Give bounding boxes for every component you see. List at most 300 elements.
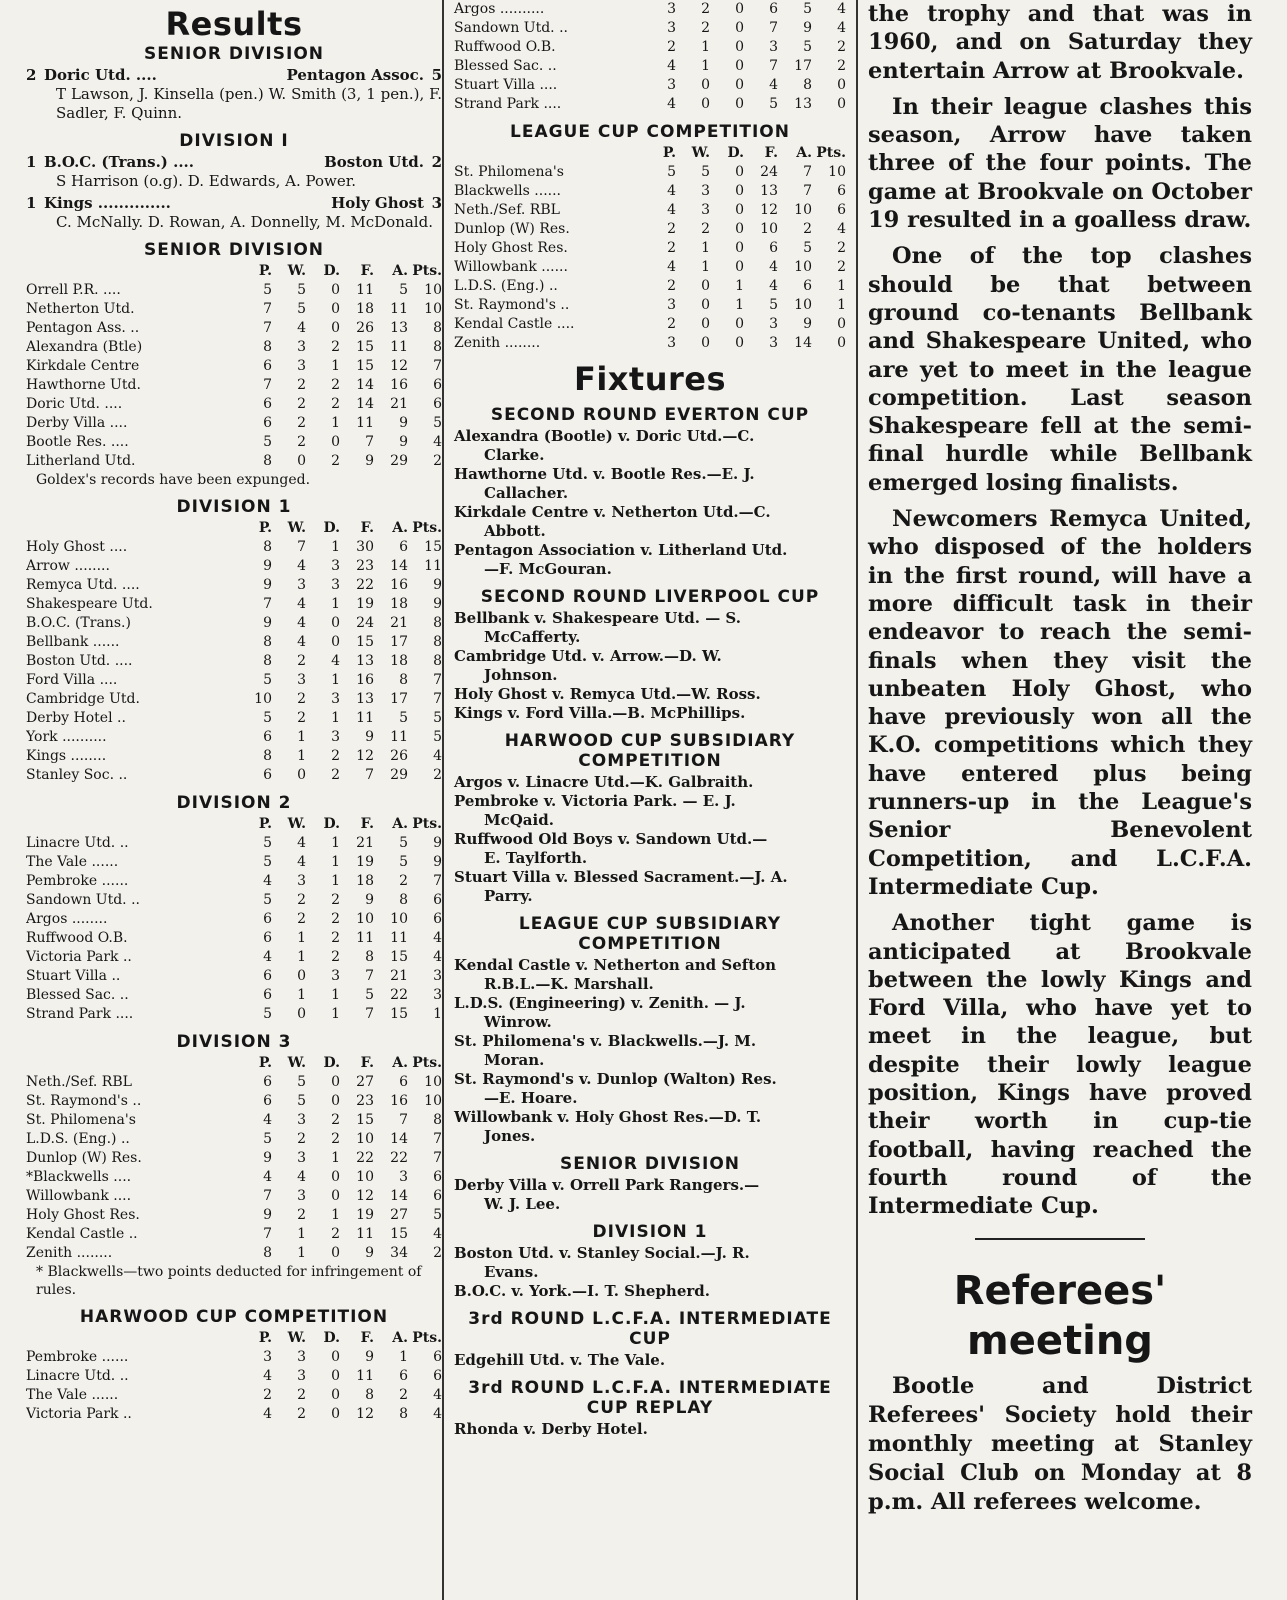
fixture-item <box>454 956 846 994</box>
section-divider <box>975 1238 1145 1240</box>
stat-cell: 2 <box>297 377 306 393</box>
table-row <box>26 1130 442 1149</box>
stat-cell: 5 <box>263 1006 272 1022</box>
fixture-item <box>454 609 846 647</box>
team-name: Sandown Utd. .. <box>26 892 140 908</box>
team-name: Holy Ghost Res. <box>454 240 568 256</box>
column-header: A. <box>392 1055 408 1071</box>
article-body <box>868 0 1252 1220</box>
stat-cell: 8 <box>263 748 272 764</box>
away-score: 3 <box>431 194 442 212</box>
stat-cell: 19 <box>356 1207 374 1223</box>
fixture-match: Derby Villa v. Orrell Park Rangers.— <box>454 1176 760 1194</box>
stat-cell: 9 <box>803 20 812 36</box>
fixture-match: Pentagon Association v. Litherland Utd. <box>454 541 788 559</box>
stat-cell: 4 <box>297 596 306 612</box>
stat-cell: 9 <box>263 1150 272 1166</box>
stat-cell: 2 <box>297 653 306 669</box>
team-name: Ford Villa .... <box>26 672 118 688</box>
fixture-item <box>454 1070 846 1108</box>
table-row <box>26 690 442 709</box>
team-name: Linacre Utd. .. <box>26 1368 129 1384</box>
stat-cell: 14 <box>390 1188 408 1204</box>
stat-cell: 8 <box>399 892 408 908</box>
stat-cell: 6 <box>263 729 272 745</box>
column-header: Pts. <box>816 145 846 161</box>
stat-cell: 2 <box>331 911 340 927</box>
stat-cell: 24 <box>356 615 374 631</box>
fixtures-column <box>442 0 858 1600</box>
stat-cell: 5 <box>297 282 306 298</box>
stat-cell: 3 <box>297 1368 306 1384</box>
stat-cell: 7 <box>263 596 272 612</box>
table-row <box>26 395 442 414</box>
stat-cell: 2 <box>667 221 676 237</box>
stat-cell: 5 <box>297 301 306 317</box>
team-name: Strand Park .... <box>26 1006 134 1022</box>
table-row <box>26 1386 442 1405</box>
stat-cell: 2 <box>297 691 306 707</box>
fixture-match: Rhonda v. Derby Hotel. <box>454 1420 648 1438</box>
stat-cell: 3 <box>667 1 676 17</box>
stat-cell: 9 <box>365 1245 374 1261</box>
column-header: Pts. <box>412 520 442 536</box>
column-header: W. <box>287 816 306 832</box>
stat-cell: 3 <box>399 1169 408 1185</box>
stat-cell: 4 <box>667 183 676 199</box>
stat-cell: 2 <box>837 240 846 256</box>
stat-cell: 9 <box>803 316 812 332</box>
team-name: Zenith ........ <box>26 1245 113 1261</box>
table-row <box>26 853 442 872</box>
stat-cell: 0 <box>735 240 744 256</box>
column-header: P. <box>258 263 272 279</box>
table-row <box>26 948 442 967</box>
fixture-group-title: DIVISION 1 <box>592 1222 708 1242</box>
result-teams <box>44 194 424 213</box>
team-name: Cambridge Utd. <box>26 691 140 707</box>
team-name: Stuart Villa .. <box>26 968 121 984</box>
fixture-match: St. Raymond's v. Dunlop (Walton) Res. <box>454 1070 777 1088</box>
stat-cell: 10 <box>356 1169 374 1185</box>
stat-cell: 3 <box>297 577 306 593</box>
stat-cell: 0 <box>297 767 306 783</box>
table-row <box>26 595 442 614</box>
stat-cell: 1 <box>331 672 340 688</box>
column-header: W. <box>287 1055 306 1071</box>
stat-cell: 11 <box>356 1226 374 1242</box>
stat-cell: 5 <box>399 835 408 851</box>
stat-cell: 11 <box>356 930 374 946</box>
stat-cell: 6 <box>399 539 408 555</box>
stat-cell: 15 <box>424 539 442 555</box>
stat-cell: 18 <box>390 653 408 669</box>
stat-cell: 6 <box>263 358 272 374</box>
stat-cell: 5 <box>263 1131 272 1147</box>
article-column <box>858 0 1260 1600</box>
column-header: A. <box>392 1330 408 1346</box>
fixture-groups <box>454 405 846 1439</box>
stat-cell: 14 <box>390 1131 408 1147</box>
table-row <box>26 281 442 300</box>
stat-cell: 9 <box>365 892 374 908</box>
stat-cell: 0 <box>837 77 846 93</box>
column-header: A. <box>392 263 408 279</box>
fixture-match: Alexandra (Bootle) v. Doric Utd.—C. <box>454 427 755 445</box>
stat-cell: 3 <box>331 577 340 593</box>
stat-cell: 14 <box>356 396 374 412</box>
stat-cell: 1 <box>297 748 306 764</box>
table-row <box>26 1225 442 1244</box>
team-name: Argos ........ <box>26 911 108 927</box>
stat-cell: 34 <box>390 1245 408 1261</box>
stat-cell: 5 <box>701 164 710 180</box>
table-row <box>26 652 442 671</box>
stat-cell: 3 <box>769 335 778 351</box>
stat-cell: 2 <box>837 259 846 275</box>
stat-cell: 4 <box>667 58 676 74</box>
team-name: Blessed Sac. .. <box>454 58 557 74</box>
home-team: B.O.C. (Trans.) .... <box>44 153 194 171</box>
stat-cell: 5 <box>769 96 778 112</box>
stat-cell: 1 <box>331 1207 340 1223</box>
stat-cell: 8 <box>433 615 442 631</box>
stat-cell: 10 <box>828 164 846 180</box>
stat-cell: 21 <box>356 835 374 851</box>
fixture-match: Stuart Villa v. Blessed Sacrament.—J. A. <box>454 868 788 886</box>
stat-cell: 8 <box>365 949 374 965</box>
stat-cell: 15 <box>390 1006 408 1022</box>
stat-cell: 7 <box>297 539 306 555</box>
stat-cell: 23 <box>356 1093 374 1109</box>
result-line <box>26 153 442 172</box>
fixture-group-title: 3rd ROUND L.C.F.A. INTERMEDIATE CUP REPLAY <box>468 1378 832 1418</box>
team-name: Neth./Sef. RBL <box>26 1074 132 1090</box>
column-header: A. <box>796 145 812 161</box>
stat-cell: 2 <box>433 767 442 783</box>
table-row <box>26 709 442 728</box>
team-name: Netherton Utd. <box>26 301 135 317</box>
stat-cell: 6 <box>433 892 442 908</box>
stat-cell: 7 <box>263 377 272 393</box>
stat-cell: 4 <box>263 949 272 965</box>
team-name: Holy Ghost .... <box>26 539 128 555</box>
stat-cell: 1 <box>433 1006 442 1022</box>
fixture-match: Kendal Castle v. Netherton and Sefton <box>454 956 777 974</box>
column-header: Pts. <box>412 816 442 832</box>
team-name: Kendal Castle .. <box>26 1226 138 1242</box>
team-name: Bootle Res. .... <box>26 434 129 450</box>
stat-cell: 2 <box>297 710 306 726</box>
home-team: Kings .............. <box>44 194 171 212</box>
stat-cell: 0 <box>701 316 710 332</box>
stat-cell: 5 <box>433 1207 442 1223</box>
stat-cell: 6 <box>433 1349 442 1365</box>
stat-cell: 4 <box>769 278 778 294</box>
result-teams <box>44 66 424 85</box>
stat-cell: 18 <box>356 873 374 889</box>
stat-cell: 29 <box>390 453 408 469</box>
stat-cell: 0 <box>735 221 744 237</box>
fixture-match: L.D.S. (Engineering) v. Zenith. — J. <box>454 994 746 1012</box>
column-header: Pts. <box>412 263 442 279</box>
stat-cell: 22 <box>390 987 408 1003</box>
stat-cell: 13 <box>760 183 778 199</box>
stat-cell: 0 <box>735 96 744 112</box>
stat-cell: 6 <box>263 767 272 783</box>
stat-cell: 17 <box>794 58 812 74</box>
stat-cell: 4 <box>433 1226 442 1242</box>
stat-cell: 2 <box>297 1387 306 1403</box>
fixture-match: Argos v. Linacre Utd.—K. Galbraith. <box>454 773 754 791</box>
stat-cell: 7 <box>433 1150 442 1166</box>
stat-cell: 5 <box>297 1093 306 1109</box>
league-cup-table <box>454 144 846 353</box>
team-name: Litherland Utd. <box>26 453 136 469</box>
column-header: P. <box>662 145 676 161</box>
team-name: Linacre Utd. .. <box>26 835 129 851</box>
stat-cell: 0 <box>331 1406 340 1422</box>
article-paragraph: Newcomers Remyca United, who disposed of the holders in the first round, will have a more difficult task in their endeavor to reach the semi-finals when they visit the unbeaten Holy Ghost, who have previously won all the K.O. competitions which they have entered plus being runners-up in the League's Senior Benevolent Competition, and L.C.F.A. Intermediate Cup. <box>868 506 1252 900</box>
fixture-match: Hawthorne Utd. v. Bootle Res.—E. J. <box>454 465 755 483</box>
stat-cell: 3 <box>331 691 340 707</box>
stat-cell: 9 <box>399 415 408 431</box>
fixture-referee: Abbott. <box>484 522 546 540</box>
team-name: L.D.S. (Eng.) .. <box>26 1131 130 1147</box>
stat-cell: 11 <box>356 710 374 726</box>
table-row <box>454 163 846 182</box>
column-header: W. <box>691 145 710 161</box>
stat-cell: 7 <box>263 1188 272 1204</box>
stat-cell: 15 <box>356 358 374 374</box>
team-name: Alexandra (Btle) <box>26 339 143 355</box>
stat-cell: 6 <box>263 396 272 412</box>
article-paragraph: In their league clashes this season, Arrow have taken three of the four points. The game at Brookvale on October 19 resulted in a goalless draw. <box>868 93 1252 234</box>
division-3-table <box>26 1054 442 1263</box>
home-score: 1 <box>26 194 37 212</box>
stat-cell: 7 <box>769 58 778 74</box>
team-name: Kendal Castle .... <box>454 316 575 332</box>
table-header-row <box>26 1329 442 1348</box>
column-header: W. <box>287 520 306 536</box>
stat-cell: 3 <box>701 183 710 199</box>
stat-cell: 0 <box>735 259 744 275</box>
column-header: D. <box>323 1330 340 1346</box>
stat-cell: 5 <box>263 282 272 298</box>
team-name: Argos .......... <box>454 1 545 17</box>
stat-cell: 8 <box>433 634 442 650</box>
fixture-match: Ruffwood Old Boys v. Sandown Utd.— <box>454 830 768 848</box>
stat-cell: 5 <box>297 1074 306 1090</box>
stat-cell: 3 <box>433 987 442 1003</box>
fixture-item <box>454 1351 846 1370</box>
referees-headline-line2: meeting <box>967 1318 1153 1365</box>
stat-cell: 7 <box>365 1006 374 1022</box>
table-row <box>454 95 846 114</box>
stat-cell: 3 <box>297 339 306 355</box>
stat-cell: 15 <box>356 1112 374 1128</box>
table-row <box>454 38 846 57</box>
stat-cell: 2 <box>701 221 710 237</box>
away-team: Boston Utd. <box>324 153 424 171</box>
table-row <box>26 1111 442 1130</box>
stat-cell: 19 <box>356 854 374 870</box>
team-column-header <box>26 519 238 538</box>
table-row <box>26 1168 442 1187</box>
column-header: A. <box>392 520 408 536</box>
fixture-referee: W. J. Lee. <box>484 1195 561 1213</box>
fixture-item <box>454 1176 846 1214</box>
table-row <box>454 57 846 76</box>
stat-cell: 10 <box>760 221 778 237</box>
table-row <box>26 986 442 1005</box>
fixture-item <box>454 1108 846 1146</box>
division-2-table <box>26 815 442 1024</box>
team-name: Sandown Utd. .. <box>454 20 568 36</box>
stat-cell: 9 <box>365 729 374 745</box>
stat-cell: 21 <box>390 968 408 984</box>
stat-cell: 2 <box>399 873 408 889</box>
stat-cell: 9 <box>399 434 408 450</box>
fixture-referee: Johnson. <box>484 666 558 684</box>
team-name: Blackwells ...... <box>454 183 561 199</box>
stat-cell: 7 <box>433 1131 442 1147</box>
fixture-item <box>454 868 846 906</box>
column-header: P. <box>258 1055 272 1071</box>
stat-cell: 7 <box>365 968 374 984</box>
stat-cell: 0 <box>701 335 710 351</box>
table-row <box>26 576 442 595</box>
table-row <box>454 277 846 296</box>
stat-cell: 3 <box>331 729 340 745</box>
stat-cell: 2 <box>331 377 340 393</box>
fixture-item <box>454 685 846 704</box>
fixture-match: Pembroke v. Victoria Park. — E. J. <box>454 792 736 810</box>
stat-cell: 30 <box>356 539 374 555</box>
team-name: York .......... <box>26 729 107 745</box>
fixture-referee: Moran. <box>484 1051 545 1069</box>
stat-cell: 2 <box>297 1207 306 1223</box>
stat-cell: 9 <box>365 453 374 469</box>
stat-cell: 0 <box>837 96 846 112</box>
team-name: Ruffwood O.B. <box>26 930 128 946</box>
stat-cell: 9 <box>263 558 272 574</box>
stat-cell: 8 <box>399 672 408 688</box>
stat-cell: 15 <box>356 634 374 650</box>
stat-cell: 27 <box>356 1074 374 1090</box>
stat-cell: 5 <box>433 729 442 745</box>
team-name: Kirkdale Centre <box>26 358 140 374</box>
stat-cell: 7 <box>433 358 442 374</box>
stat-cell: 8 <box>433 1112 442 1128</box>
table-row <box>26 891 442 910</box>
stat-cell: 7 <box>263 1226 272 1242</box>
stat-cell: 6 <box>433 911 442 927</box>
stat-cell: 13 <box>356 653 374 669</box>
stat-cell: 0 <box>837 335 846 351</box>
stat-cell: 6 <box>433 1169 442 1185</box>
stat-cell: 0 <box>297 968 306 984</box>
stat-cell: 1 <box>331 415 340 431</box>
stat-cell: 16 <box>356 672 374 688</box>
results-heading: Results <box>165 5 303 43</box>
stat-cell: 5 <box>803 240 812 256</box>
stat-cell: 23 <box>356 558 374 574</box>
table-row <box>454 315 846 334</box>
stat-cell: 2 <box>667 278 676 294</box>
stat-cell: 4 <box>837 1 846 17</box>
stat-cell: 0 <box>735 316 744 332</box>
stat-cell: 0 <box>331 1245 340 1261</box>
table-header-row <box>26 262 442 281</box>
table-row <box>26 538 442 557</box>
senior-results <box>26 66 442 123</box>
stat-cell: 12 <box>390 358 408 374</box>
column-header: F. <box>764 145 778 161</box>
harwood-cup-table <box>26 1329 442 1424</box>
fixture-referee: McQaid. <box>484 811 554 829</box>
stat-cell: 3 <box>297 873 306 889</box>
stat-cell: 2 <box>433 453 442 469</box>
stat-cell: 9 <box>263 577 272 593</box>
stat-cell: 0 <box>297 1006 306 1022</box>
stat-cell: 4 <box>263 1406 272 1422</box>
team-name: Pembroke ...... <box>26 1349 129 1365</box>
stat-cell: 21 <box>390 615 408 631</box>
stat-cell: 5 <box>263 434 272 450</box>
stat-cell: 29 <box>390 767 408 783</box>
stat-cell: 0 <box>735 164 744 180</box>
stat-cell: 6 <box>263 987 272 1003</box>
stat-cell: 10 <box>424 282 442 298</box>
fixture-item <box>454 1244 846 1282</box>
stat-cell: 7 <box>433 691 442 707</box>
fixture-item <box>454 704 846 723</box>
fixture-referee: Jones. <box>484 1127 536 1145</box>
stat-cell: 0 <box>331 1349 340 1365</box>
stat-cell: 1 <box>331 1006 340 1022</box>
referees-paragraph: Bootle and District Referees' Society hold their monthly meeting at Stanley Social Club on Monday at 8 p.m. All referees welcome. <box>868 1373 1252 1516</box>
stat-cell: 0 <box>331 1387 340 1403</box>
fixture-item <box>454 465 846 503</box>
table-row <box>454 334 846 353</box>
table-row <box>454 201 846 220</box>
team-name: Orrell P.R. .... <box>26 282 121 298</box>
stat-cell: 1 <box>701 58 710 74</box>
stat-cell: 1 <box>297 729 306 745</box>
stat-cell: 7 <box>365 767 374 783</box>
stat-cell: 4 <box>297 854 306 870</box>
fixture-item <box>454 503 846 541</box>
column-header: Pts. <box>412 1055 442 1071</box>
stat-cell: 15 <box>390 1226 408 1242</box>
stat-cell: 4 <box>297 615 306 631</box>
table-row <box>26 1206 442 1225</box>
stat-cell: 8 <box>263 539 272 555</box>
stat-cell: 1 <box>837 278 846 294</box>
stat-cell: 8 <box>399 1406 408 1422</box>
stat-cell: 3 <box>667 335 676 351</box>
stat-cell: 0 <box>735 77 744 93</box>
stat-cell: 2 <box>331 1112 340 1128</box>
table-row <box>26 376 442 395</box>
stat-cell: 0 <box>331 1368 340 1384</box>
stat-cell: 10 <box>390 911 408 927</box>
fixture-group-title: SECOND ROUND LIVERPOOL CUP <box>480 587 820 607</box>
stat-cell: 0 <box>701 278 710 294</box>
div3-table-note: * Blackwells—two points deducted for infringement of rules. <box>36 1264 422 1298</box>
stat-cell: 1 <box>297 1245 306 1261</box>
